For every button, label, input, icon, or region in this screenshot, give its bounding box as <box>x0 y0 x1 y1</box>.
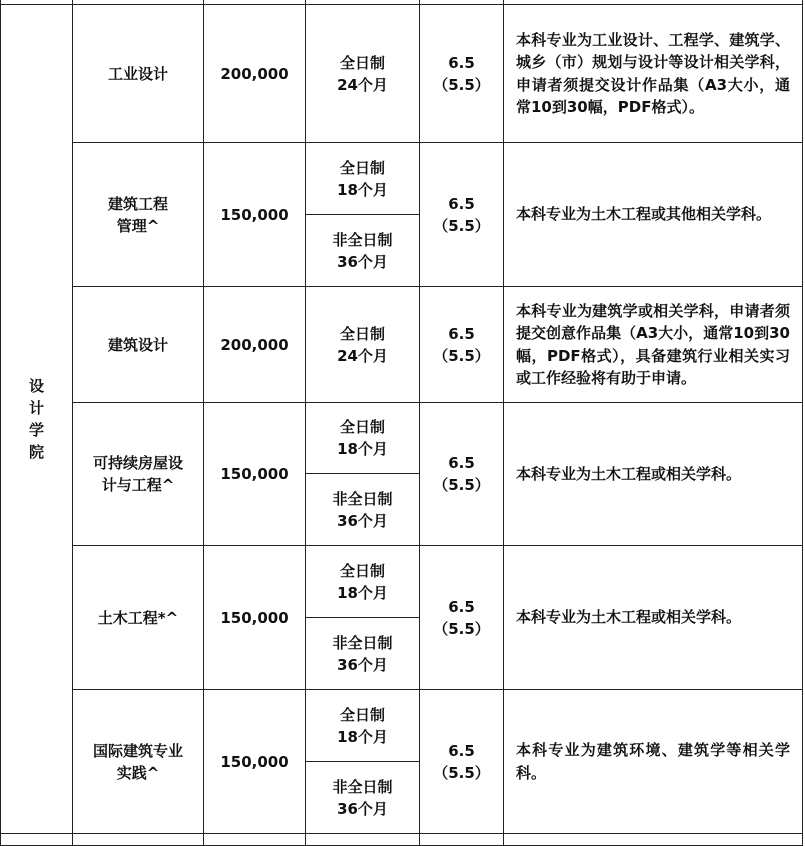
ielts-score: 6.5 （5.5） <box>420 287 504 403</box>
study-mode: 全日制 18个月 <box>306 546 420 618</box>
study-mode: 非全日制 36个月 <box>306 618 420 690</box>
tuition: 200,000 <box>204 287 306 403</box>
program-name: 工业设计 <box>73 5 204 143</box>
table-row <box>1 546 803 618</box>
study-mode: 全日制 18个月 <box>306 690 420 762</box>
study-mode: 全日制 24个月 <box>306 287 420 403</box>
tuition: 150,000 <box>204 143 306 287</box>
requirement: 本科专业为土木工程或相关学科。 <box>504 403 803 546</box>
requirement: 本科专业为建筑环境、建筑学等相关学科。 <box>504 690 803 834</box>
requirement: 本科专业为建筑学或相关学科，申请者须提交创意作品集（A3大小，通常10到30幅，PDF格式），具备建筑行业相关实习或工作经验将有助于申请。 <box>504 287 803 403</box>
ielts-score: 6.5 （5.5） <box>420 5 504 143</box>
study-mode: 非全日制 36个月 <box>306 215 420 287</box>
program-name: 土木工程*^ <box>73 546 204 690</box>
table-row <box>1 690 803 762</box>
tuition: 150,000 <box>204 403 306 546</box>
tuition: 200,000 <box>204 5 306 143</box>
tuition: 150,000 <box>204 690 306 834</box>
requirement: 本科专业为土木工程或相关学科。 <box>504 546 803 690</box>
ielts-score: 6.5 （5.5） <box>420 546 504 690</box>
requirement: 本科专业为工业设计、工程学、建筑学、城乡（市）规划与设计等设计相关学科，申请者须提交设计作品集（A3大小，通常10到30幅，PDF格式）。 <box>504 5 803 143</box>
study-mode: 全日制 18个月 <box>306 143 420 215</box>
study-mode: 全日制 18个月 <box>306 403 420 474</box>
study-mode: 非全日制 36个月 <box>306 762 420 834</box>
table-row <box>1 143 803 215</box>
ielts-score: 6.5 （5.5） <box>420 143 504 287</box>
program-name: 可持续房屋设 计与工程^ <box>73 403 204 546</box>
program-name: 建筑设计 <box>73 287 204 403</box>
ielts-score: 6.5 （5.5） <box>420 403 504 546</box>
program-name: 国际建筑专业 实践^ <box>73 690 204 834</box>
requirement: 本科专业为土木工程或其他相关学科。 <box>504 143 803 287</box>
table-row <box>1 287 803 403</box>
study-mode: 全日制 24个月 <box>306 5 420 143</box>
table-row <box>1 403 803 474</box>
tuition: 150,000 <box>204 546 306 690</box>
next-section-row <box>1 834 803 846</box>
study-mode: 非全日制 36个月 <box>306 474 420 546</box>
ielts-score: 6.5 （5.5） <box>420 690 504 834</box>
school-cell <box>1 5 73 834</box>
table-row <box>1 5 803 143</box>
school-name: 设计学院 <box>28 377 44 461</box>
program-name: 建筑工程 管理^ <box>73 143 204 287</box>
